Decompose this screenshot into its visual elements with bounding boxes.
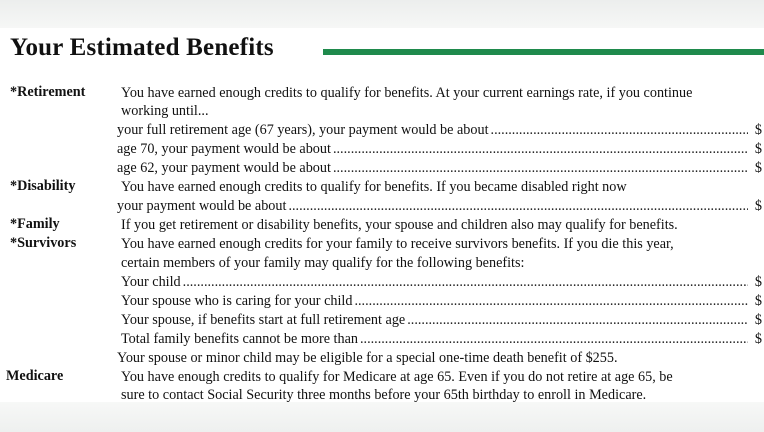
row-label: Your spouse who is caring for your child — [121, 293, 353, 309]
survivors-spouse-caring-row — [121, 292, 762, 310]
row-label: age 62, your payment would be about — [117, 160, 331, 176]
row-label: Your spouse, if benefits start at full retirement age — [121, 312, 406, 328]
dot-leader — [288, 197, 748, 215]
dot-leader — [491, 121, 748, 139]
top-background-band — [0, 0, 764, 28]
row-amount: $ — [754, 141, 762, 157]
retirement-age-62-row — [117, 159, 762, 177]
row-amount: $ — [754, 122, 762, 138]
dot-leader — [183, 273, 748, 291]
row-label: Total family benefits cannot be more than — [121, 331, 358, 347]
dot-leader — [333, 140, 748, 158]
survivors-child-row — [121, 273, 762, 291]
row-label: age 70, your payment would be about — [117, 141, 331, 157]
row-label: your full retirement age (67 years), your payment would be about — [117, 122, 489, 138]
row-amount: $ — [754, 293, 762, 309]
medicare-label: Medicare — [6, 368, 64, 384]
family-text: If you get retirement or disability benefits, your spouse and children also may qualify for benefits. — [121, 217, 678, 233]
disability-label: *Disability — [10, 178, 76, 194]
dot-leader — [354, 292, 748, 310]
retirement-intro-line2: working until... — [121, 103, 209, 119]
row-label: your payment would be about — [117, 198, 287, 214]
disability-intro: You have earned enough credits to qualify for benefits. If you became disabled right now — [121, 179, 627, 195]
row-amount: $ — [754, 331, 762, 347]
page-title: Your Estimated Benefits — [10, 34, 274, 61]
row-amount: $ — [754, 312, 762, 328]
disability-payment-row — [117, 197, 762, 215]
retirement-intro-line1: You have earned enough credits to qualify for benefits. At your current earnings rate, if you continue — [121, 85, 693, 101]
dot-leader — [407, 311, 748, 329]
dot-leader — [360, 330, 748, 348]
death-benefit-note: Your spouse or minor child may be eligible for a special one-time death benefit of $255. — [117, 350, 618, 366]
medicare-line2: sure to contact Social Security three months before your 65th birthday to enroll in Medicare. — [121, 387, 647, 403]
row-amount: $ — [754, 198, 762, 214]
survivors-label: *Survivors — [10, 235, 77, 251]
row-amount: $ — [754, 160, 762, 176]
survivors-intro-line1: You have earned enough credits for your family to receive survivors benefits. If you die this year, — [121, 236, 674, 252]
retirement-age-70-row — [117, 140, 762, 158]
survivors-total-family-row — [121, 330, 762, 348]
bottom-background-band — [0, 402, 764, 432]
survivors-spouse-full-age-row — [121, 311, 762, 329]
retirement-label: *Retirement — [10, 84, 86, 100]
family-label: *Family — [10, 216, 60, 232]
row-amount: $ — [754, 274, 762, 290]
dot-leader — [333, 159, 748, 177]
title-rule — [323, 49, 764, 55]
row-label: Your child — [121, 274, 181, 290]
survivors-intro-line2: certain members of your family may qualify for the following benefits: — [121, 255, 525, 271]
retirement-full-age-row — [117, 121, 762, 139]
medicare-line1: You have enough credits to qualify for Medicare at age 65. Even if you do not retire at age 65, be — [121, 369, 673, 385]
